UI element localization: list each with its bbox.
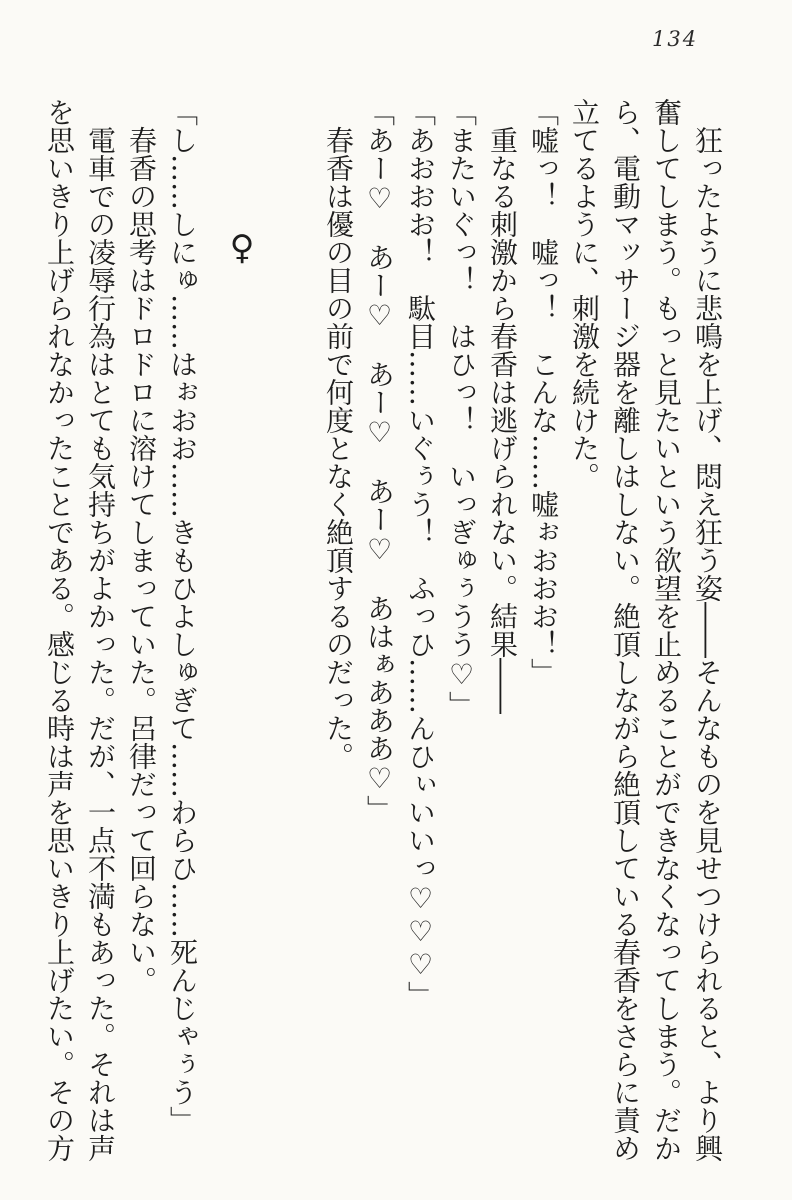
dialogue-line: 「嘘っ！ 嘘っ！ こんな……嘘ぉおおお！」: [527, 98, 560, 686]
section-divider: [221, 98, 262, 1162]
dialogue-line: 「し……しにゅ……はぉおお……きもひよしゅぎて……わらひ……死んじゃぅう」: [166, 98, 199, 1134]
vertical-text-area: [39, 98, 728, 1162]
narrative-paragraph: 春香の思考はドロドロに溶けてしまっていた。呂律だって回らない。: [125, 126, 158, 994]
narrative-paragraph: 春香は優の目の前で何度となく絶頂するのだった。: [322, 126, 355, 770]
narrative-paragraph: 狂ったように悲鳴を上げ、悶え狂う姿――そんなものを見せつけられると、より興奮してしまう。もっと見たいという欲望を止めることができなくなってしまう。だから、電動マッサージ器を離しはしない。絶頂しながら絶頂している春香をさらに責め立てるように、刺激を続けた。: [568, 98, 724, 1162]
dialogue-line: 「あおおお！ 駄目……いぐぅう！ ふっひ……んひぃいいっ♡♡♡」: [404, 98, 437, 1009]
narrative-paragraph: 重なる刺激から春香は逃げられない。結果――: [486, 126, 519, 714]
page-number: 134: [652, 27, 699, 51]
dialogue-line: 「あー♡ あー♡ あー♡ あー♡ あはぁあああ♡」: [363, 98, 396, 823]
female-sign-icon: ♀: [222, 228, 262, 268]
dialogue-line: 「またいぐっ！ はひっ！ いっぎゅぅうう♡」: [445, 98, 478, 719]
narrative-paragraph: 電車での凌辱行為はとても気持ちがよかった。だが、一点不満もあった。それは声を思いきり上げられなかったことである。感じる時は声を思いきり上げたい。その方: [43, 98, 117, 1162]
